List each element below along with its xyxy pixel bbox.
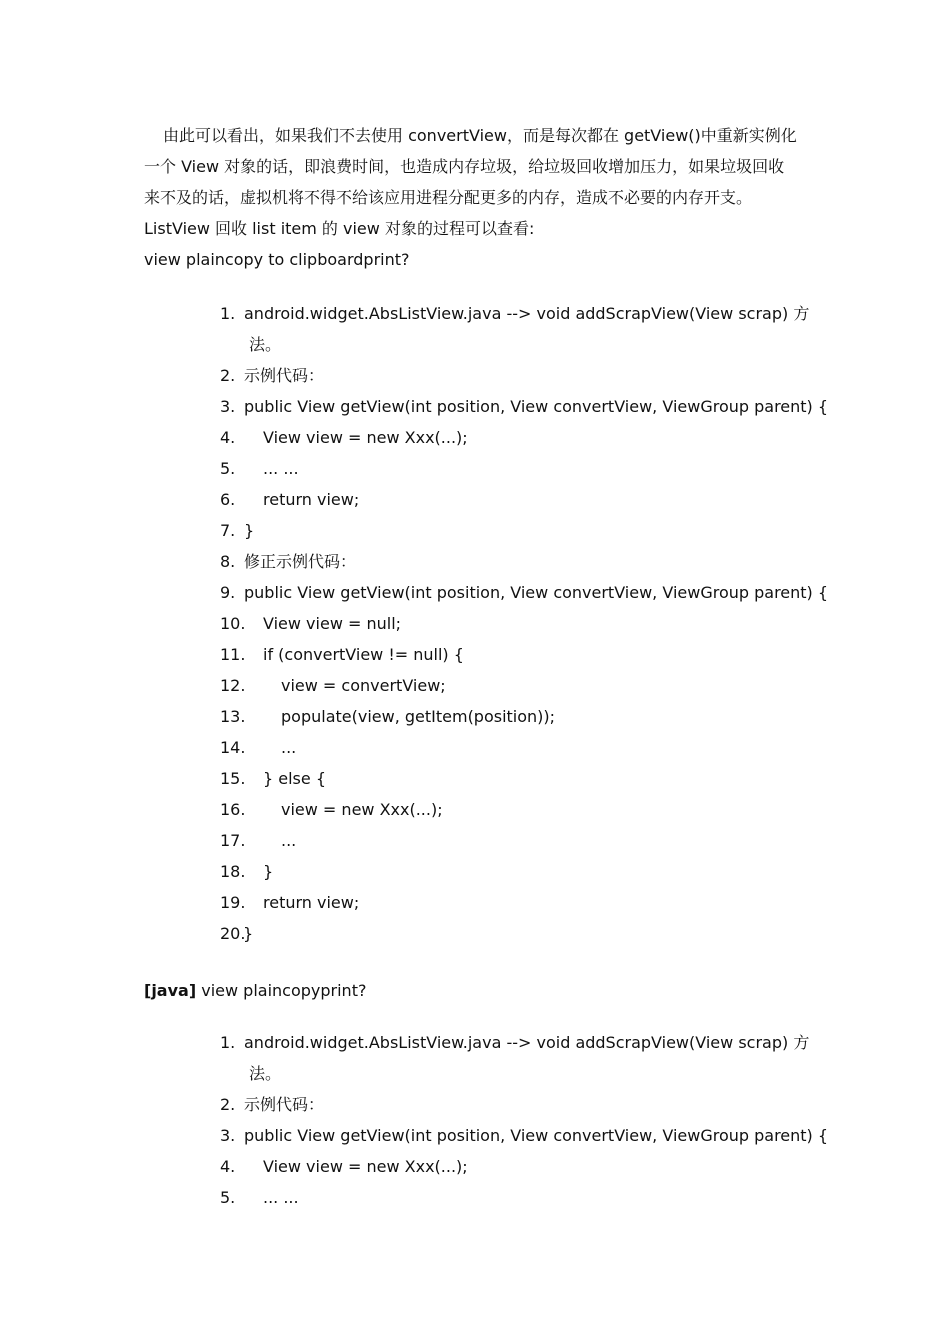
code-line: 4. View view = new Xxx(...); (220, 1157, 468, 1176)
intro-line: 由此可以看出，如果我们不去使用 convertView，而是每次都在 getView()中重新实例化 (163, 126, 797, 145)
code-line: 13. populate(view, getItem(position)); (220, 707, 556, 726)
code-block-2 (220, 1027, 829, 1213)
code-line: 5. ... ... (220, 459, 299, 478)
code-line: 3. public View getView(int position, View convertView, ViewGroup parent) { (220, 397, 829, 416)
code-line: 法。 (249, 335, 282, 354)
intro-line: 一个 View 对象的话，即浪费时间，也造成内存垃圾，给垃圾回收增加压力，如果垃圾回收 (144, 157, 785, 176)
intro-paragraph (144, 120, 824, 275)
language-label: [java] (144, 981, 197, 1000)
code-line: 12. view = convertView; (220, 676, 446, 695)
code-line: 1. android.widget.AbsListView.java --> void addScrapView(View scrap) 方 (220, 304, 810, 323)
code-line: 5. ... ... (220, 1188, 299, 1207)
code-line: 6. return view; (220, 490, 360, 509)
code-line: 10. View view = null; (220, 614, 402, 633)
code-line: 20. } (220, 924, 254, 943)
code-line: 14. ... (220, 738, 297, 757)
code-line: 2. 示例代码： (220, 1095, 325, 1114)
intro-line: 来不及的话，虚拟机将不得不给该应用进程分配更多的内存，造成不必要的内存开支。 (144, 188, 753, 207)
code-line: 8. 修正示例代码： (220, 552, 357, 571)
code-toolbar-2[interactable] (144, 980, 366, 1002)
code-line: 3. public View getView(int position, View convertView, ViewGroup parent) { (220, 1126, 829, 1145)
code-line: 17. ... (220, 831, 297, 850)
code-line: 9. public View getView(int position, View convertView, ViewGroup parent) { (220, 583, 829, 602)
code-line: 16. view = new Xxx(...); (220, 800, 443, 819)
code-line: 1. android.widget.AbsListView.java --> void addScrapView(View scrap) 方 (220, 1033, 810, 1052)
code-line: 2. 示例代码： (220, 366, 325, 385)
code-line: 19. return view; (220, 893, 360, 912)
code-line: 18. } (220, 862, 274, 881)
intro-line: ListView 回收 list item 的 view 对象的过程可以查看: (144, 219, 535, 238)
code-line: 11. if (convertView != null) { (220, 645, 464, 664)
code-line: 法。 (249, 1064, 282, 1083)
code-line: 15. } else { (220, 769, 326, 788)
code-line: 4. View view = new Xxx(...); (220, 428, 468, 447)
toolbar-links[interactable]: view plaincopyprint? (201, 981, 367, 1000)
code-block-1 (220, 298, 829, 949)
code-line: 7. } (220, 521, 255, 540)
code-toolbar-1[interactable]: view plaincopy to clipboardprint? (144, 250, 410, 269)
